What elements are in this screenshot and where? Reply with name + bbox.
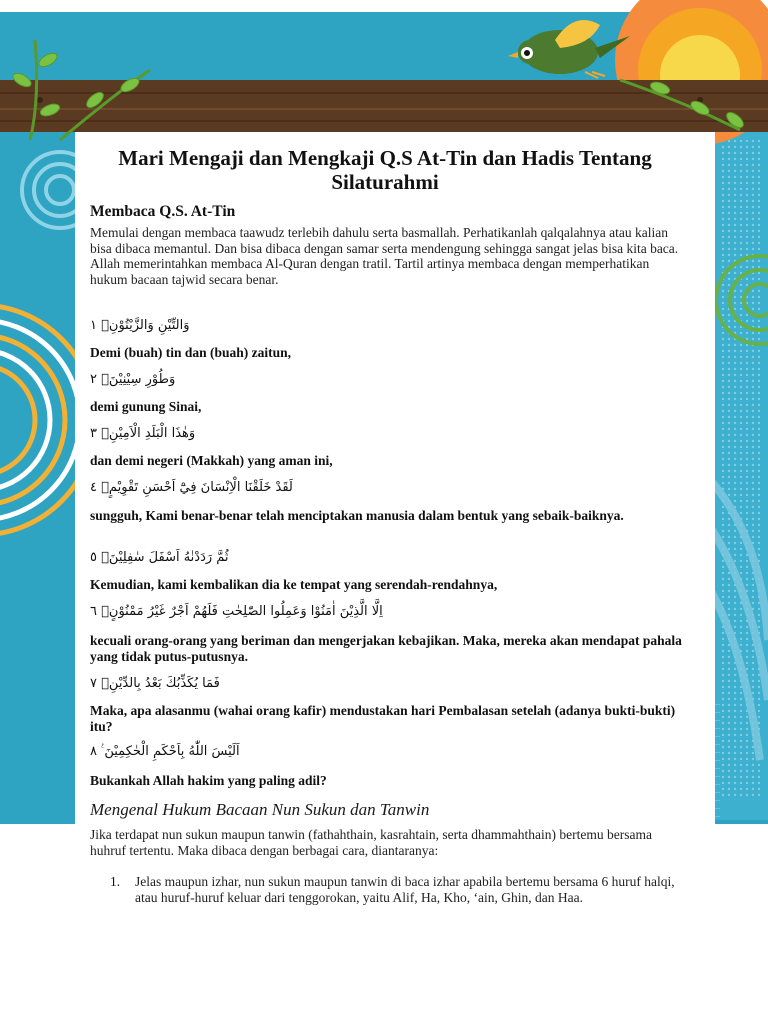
intro-paragraph: Memulai dengan membaca taawudz terlebih dahulu serta basmallah. Perhatikanlah qalqalahnya atau kalian bisa dibaca memantul. Dan bisa dibaca dengan samar serta mendengung sehingga sangat jelas bisa kita baca. Allah memerintahkan membaca Al-Quran dengan tratil. Tartil artinya membaca dengan memperhatikan hukum bacaan tajwid secara benar.: [90, 225, 679, 287]
list-item-number: 1.: [110, 874, 121, 889]
verse-8-translation: Bukankah Allah hakim yang paling adil?: [90, 773, 327, 788]
verse-5-arabic: ثُمَّ رَدَدْنٰهُ اَسْفَلَ سٰفِلِيْنَۙ ٥: [90, 550, 229, 565]
list-item-text: Jelas maupun izhar, nun sukun maupun tanwin di baca izhar apabila bertemu bersama 6 huruf halqi, atau huruf-huruf keluar dari tenggorokan, yaitu Alif, Ha, Kho, ‘ain, Ghin, dan Haa.: [135, 874, 675, 905]
verse-8-arabic: اَلَيْسَ اللّٰهُ بِاَحْكَمِ الْحٰكِمِيْنَ ࣖ ٨: [90, 744, 240, 759]
nun-sukun-intro: Jika terdapat nun sukun maupun tanwin (fathahthain, kasrahtain, serta dhammahthain) bertemu bersama huhruf tertentu. Maka dibaca dengan berbagai cara, diantaranya:: [90, 827, 652, 858]
verse-5-translation: Kemudian, kami kembalikan dia ke tempat yang serendah-rendahnya,: [90, 577, 498, 592]
verse-3-arabic: وَهٰذَا الْبَلَدِ الْاَمِيْنِۙ ٣: [90, 426, 196, 441]
verse-4-translation: sungguh, Kami benar-benar telah menciptakan manusia dalam bentuk yang sebaik-baiknya.: [90, 508, 624, 523]
verse-6-translation: kecuali orang-orang yang beriman dan mengerjakan kebajikan. Maka, mereka akan mendapat pahala yang tidak putus-putusnya.: [90, 633, 682, 664]
verse-3-translation: dan demi negeri (Makkah) yang aman ini,: [90, 453, 333, 468]
verse-2-translation: demi gunung Sinai,: [90, 399, 202, 414]
verse-6-arabic: اِلَّا الَّذِيْنَ اٰمَنُوْا وَعَمِلُوا الصّٰلِحٰتِ فَلَهُمْ اَجْرٌ غَيْرُ مَمْنُوْنٍۗ ٦: [90, 604, 383, 619]
verse-1-translation: Demi (buah) tin dan (buah) zaitun,: [90, 345, 292, 360]
verse-7-arabic: فَمَا يُكَذِّبُكَ بَعْدُ بِالدِّيْنِۗ ٧: [90, 676, 220, 691]
verse-7-translation: Maka, apa alasanmu (wahai orang kafir) mendustakan hari Pembalasan setelah (adanya bukti-bukti) itu?: [90, 703, 676, 734]
verse-2-arabic: وَطُوْرِ سِيْنِيْنَۙ ٢: [90, 372, 176, 387]
verse-4-arabic: لَقَدْ خَلَقْنَا الْاِنْسَانَ فِيْٓ اَحْسَنِ تَقْوِيْمٍۖ ٤: [90, 480, 293, 495]
section-heading-nun-sukun: Mengenal Hukum Bacaan Nun Sukun dan Tanwin: [90, 800, 430, 819]
section-heading-membaca: Membaca Q.S. At-Tin: [90, 203, 236, 220]
verse-1-arabic: وَالتِّيْنِ وَالزَّيْتُوْنِۙ ١: [90, 318, 190, 333]
page-title: Mari Mengaji dan Mengkaji Q.S At-Tin dan Hadis Tentang Silaturahmi: [118, 146, 652, 194]
